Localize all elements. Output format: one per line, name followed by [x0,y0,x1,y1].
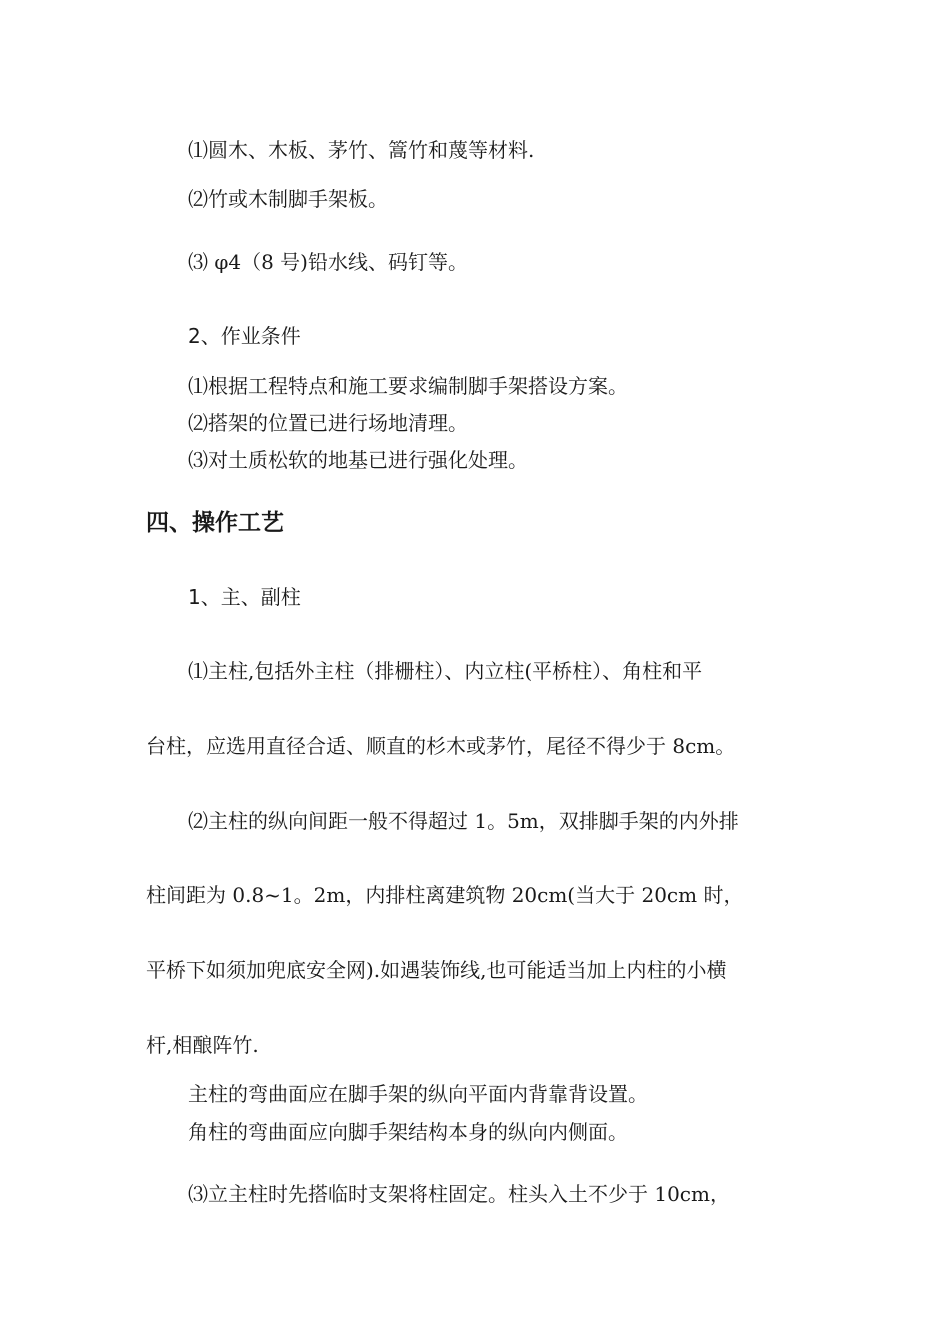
paragraph-2-line-2: 柱间距为 0.8~1。2m，内排柱离建筑物 20cm(当大于 20cm 时， [146,883,744,907]
paragraph-2-line-3: 平桥下如须加兜底安全网).如遇装饰线,也可能适当加上内柱的小横 [146,958,727,982]
paragraph-2-line-1: ⑵主柱的纵向间距一般不得超过 1。5m，双排脚手架的内外排 [188,809,739,833]
subsection-title-conditions: 2、作业条件 [188,324,301,348]
material-item-3: ⑶ φ4（8 号)铅水线、码钉等。 [188,250,468,274]
section-heading: 四、操作工艺 [146,510,284,536]
material-item-2: ⑵竹或木制脚手架板。 [188,187,388,211]
condition-item-1: ⑴根据工程特点和施工要求编制脚手架搭设方案。 [188,374,628,398]
paragraph-3-line-1: ⑶立主柱时先搭临时支架将柱固定。柱头入土不少于 10cm， [188,1182,730,1206]
subsection-title-columns: 1、主、副柱 [188,585,301,609]
note-line-2: 角柱的弯曲面应向脚手架结构本身的纵向内侧面。 [188,1120,628,1144]
condition-item-2: ⑵搭架的位置已进行场地清理。 [188,411,468,435]
paragraph-1-line-2: 台柱，应选用直径合适、顺直的杉木或茅竹，尾径不得少于 8cm。 [146,734,736,758]
material-item-1: ⑴圆木、木板、茅竹、篙竹和蔑等材料. [188,138,535,162]
paragraph-2-line-4: 杆,相酿阵竹. [146,1033,259,1057]
note-line-1: 主柱的弯曲面应在脚手架的纵向平面内背靠背设置。 [188,1082,648,1106]
condition-item-3: ⑶对土质松软的地基已进行强化处理。 [188,448,528,472]
paragraph-1-line-1: ⑴主柱,包括外主柱（排栅柱）、内立柱(平桥柱）、角柱和平 [188,659,703,683]
